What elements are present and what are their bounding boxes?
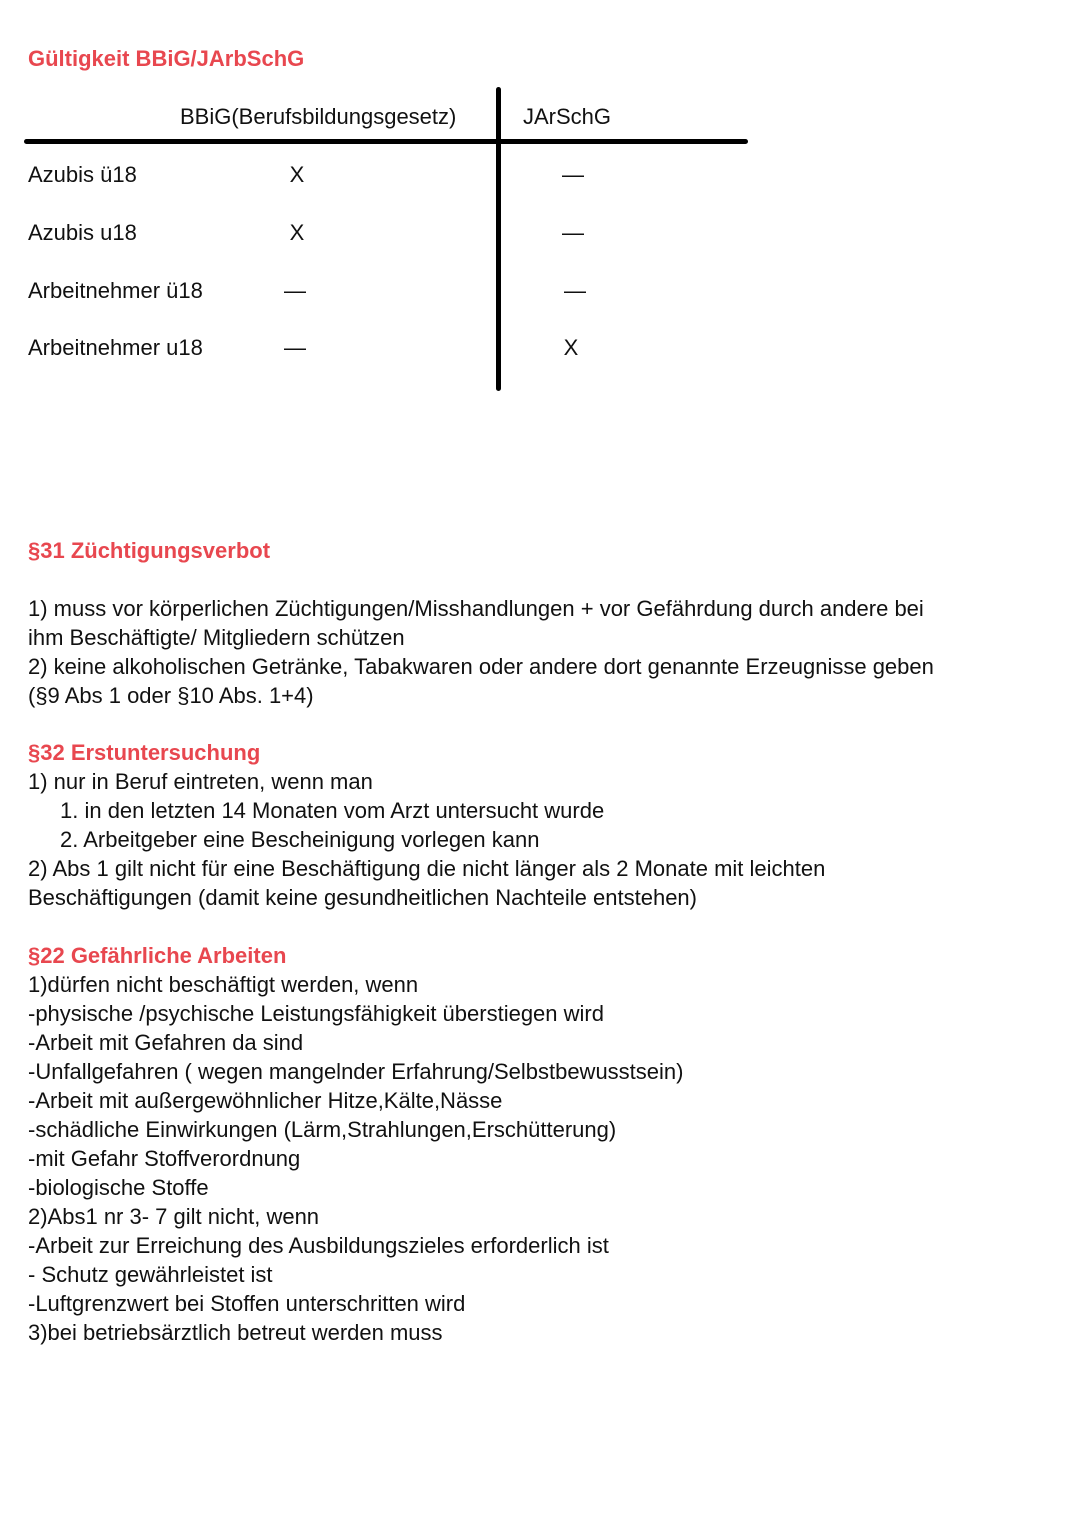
text-line: -biologische Stoffe bbox=[28, 1175, 209, 1200]
section-heading: §22 Gefährliche Arbeiten bbox=[28, 943, 287, 968]
jarschg-mark: — bbox=[564, 278, 586, 303]
table-column-divider bbox=[496, 87, 501, 391]
text-line: -Luftgrenzwert bei Stoffen unterschritten wird bbox=[28, 1291, 466, 1316]
bbig-mark: X bbox=[289, 162, 305, 187]
text-line: 2) Abs 1 gilt nicht für eine Beschäftigung die nicht länger als 2 Monate mit leichten bbox=[28, 856, 826, 881]
column-header-bbig: BBiG(Berufsbildungsgesetz) bbox=[180, 104, 457, 129]
column-header-jarschg: JArSchG bbox=[523, 104, 612, 129]
bbig-mark: — bbox=[284, 278, 306, 303]
text-line: ihm Beschäftigte/ Mitgliedern schützen bbox=[28, 625, 405, 650]
table-header-divider bbox=[24, 139, 748, 144]
text-line: Beschäftigungen (damit keine gesundheitlichen Nachteile entstehen) bbox=[28, 885, 697, 910]
section-22 bbox=[28, 941, 1028, 1347]
text-line: 2) keine alkoholischen Getränke, Tabakwaren oder andere dort genannte Erzeugnisse geben bbox=[28, 654, 934, 679]
row-label: Arbeitnehmer ü18 bbox=[28, 278, 203, 303]
text-line: 3)bei betriebsärztlich betreut werden muss bbox=[28, 1320, 443, 1345]
bbig-mark: X bbox=[289, 220, 305, 245]
list-item: 2. Arbeitgeber eine Bescheinigung vorlegen kann bbox=[60, 827, 540, 852]
text-line: -mit Gefahr Stoffverordnung bbox=[28, 1146, 301, 1171]
text-line: -Arbeit mit außergewöhnlicher Hitze,Kälte,Nässe bbox=[28, 1088, 503, 1113]
text-line: -Arbeit zur Erreichung des Ausbildungszieles erforderlich ist bbox=[28, 1233, 609, 1258]
text-line: 2)Abs1 nr 3- 7 gilt nicht, wenn bbox=[28, 1204, 320, 1229]
row-label: Azubis u18 bbox=[28, 220, 137, 245]
text-line: 1) nur in Beruf eintreten, wenn man bbox=[28, 769, 373, 794]
section-heading: §32 Erstuntersuchung bbox=[28, 740, 261, 765]
text-line: - Schutz gewährleistet ist bbox=[28, 1262, 273, 1287]
row-label: Azubis ü18 bbox=[28, 162, 137, 187]
jarschg-mark: — bbox=[562, 220, 584, 245]
section-31 bbox=[28, 536, 1028, 710]
text-line: -Arbeit mit Gefahren da sind bbox=[28, 1030, 304, 1055]
jarschg-mark: X bbox=[563, 335, 579, 360]
text-line: -Unfallgefahren ( wegen mangelnder Erfahrung/Selbstbewusstsein) bbox=[28, 1059, 684, 1084]
jarschg-mark: — bbox=[562, 162, 584, 187]
text-line: 1)dürfen nicht beschäftigt werden, wenn bbox=[28, 972, 419, 997]
section-32 bbox=[28, 738, 1028, 912]
text-line: -physische /psychische Leistungsfähigkeit überstiegen wird bbox=[28, 1001, 604, 1026]
text-line: (§9 Abs 1 oder §10 Abs. 1+4) bbox=[28, 683, 314, 708]
document-title: Gültigkeit BBiG/JArbSchG bbox=[28, 46, 305, 71]
text-line: 1) muss vor körperlichen Züchtigungen/Misshandlungen + vor Gefährdung durch andere bei bbox=[28, 596, 924, 621]
text-line: -schädliche Einwirkungen (Lärm,Strahlungen,Erschütterung) bbox=[28, 1117, 617, 1142]
list-item: 1. in den letzten 14 Monaten vom Arzt untersucht wurde bbox=[60, 798, 605, 823]
row-label: Arbeitnehmer u18 bbox=[28, 335, 203, 360]
bbig-mark: — bbox=[284, 335, 306, 360]
section-heading: §31 Züchtigungsverbot bbox=[28, 538, 271, 563]
